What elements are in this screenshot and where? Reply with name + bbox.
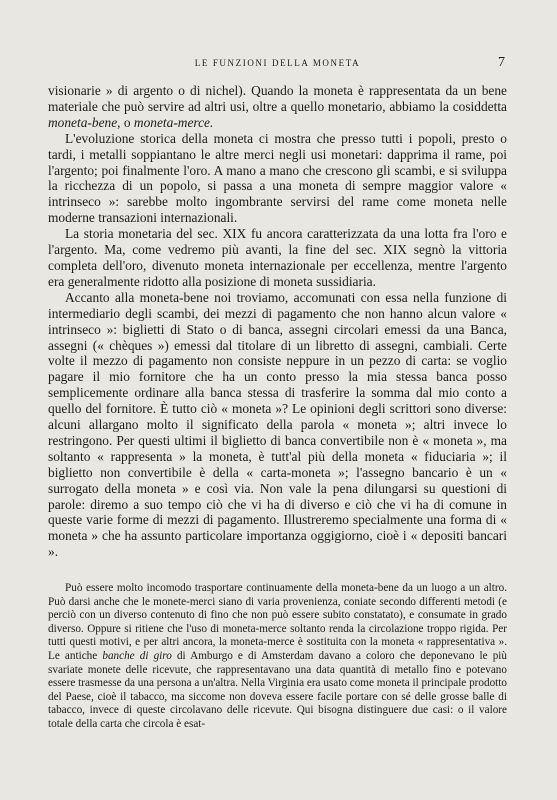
- paragraph-3: La storia monetaria del sec. XIX fu ancora caratterizzata da una lotta fra l'oro e l'argento. Ma, come vedremo più avanti, la fine del sec. XIX segnò la vittoria completa dell'oro, divenuto moneta internazionale per eccellenza, mentre l'argento era generalmente ridotto alla posizione di moneta sussidiaria.: [48, 226, 507, 289]
- running-title: LE FUNZIONI DELLA MONETA: [194, 58, 361, 68]
- footnote-paragraph: [48, 582, 507, 732]
- footnote-text-a: Può essere molto incomodo trasportare continuamente della moneta-bene da un luogo a un altro. Può darsi anche che le monete-merci siano di varia provenienza, coniate secondo differenti metodi (e perciò con un diverso contenuto di fino che non può essere subito constatato), e consumate in grado diverso. Oppure si ritiene che l'uso di moneta-merce soltanto renda la circolazione troppo rigida. Per tutti questi motivi, e per altri ancora, la moneta-merce è sostituita con la moneta « rappresentativa ». Le antiche: [48, 582, 507, 662]
- footnote: [48, 582, 507, 732]
- paragraph-1-connector: o: [120, 114, 134, 130]
- term-moneta-merce: moneta-merce.: [133, 114, 214, 130]
- paragraph-4: Accanto alla moneta-bene noi troviamo, accomunati con essa nella funzione di intermediario degli scambi, dei mezzi di pagamento che non hanno alcun valore « intrinseco »: biglietti di Stato o di banca, assegni circolari emessi da una Banca, assegni (« chèques ») emessi dal titolare di un libretto di assegni, cambiali. Certe volte il mezzo di pagamento non consiste neppure in un pezzo di carta: se voglio pagare il mio fornitore che ha un conto presso la mia stessa banca posso semplicemente ordinare alla banca stessa di trasferire la somma dal mio conto a quello del fornitore. È tutto ciò « moneta »? Le opinioni degli scrittori sono diverse: alcuni allargano molto il significato della parola « moneta »; altri invece lo restringono. Per questi ultimi il biglietto di banca convertibile non è « moneta », ma soltanto « rappresenta » la moneta, è tutt'al più della moneta « fiduciaria »; il biglietto non convertibile è della « carta-moneta »; l'assegno bancario è un « surrogato della moneta » e così via. Non vale la pena dilungarsi su questioni di parole: diremo a suo tempo ciò che vi ha di diverso e ciò che vi ha di comune in queste varie forme di mezzi di pagamento. Illustreremo specialmente una forma di « moneta » che ha assunto particolare importanza oggigiorno, cioè i « depositi bancari ».: [48, 289, 507, 560]
- term-moneta-bene: moneta-bene,: [48, 114, 121, 130]
- footnote-text-b: di Amburgo e di Amsterdam davano a coloro che deponevano le più svariate monete delle ricevute, che rappresentavano una data quantità di metallo fino e potevano essere trasmesse da una persona a un'altra. Nella Virginia era usato come moneta il principale prodotto del Paese, cioè il tabacco, ma siccome non doveva essere facile portare con sé delle grosse balle di tabacco, invece di queste circolavano delle ricevute. Qui bisogna distinguere due casi: o il valore totale della carta che circola è esat-: [48, 649, 508, 730]
- paragraph-1-text: visionarie » di argento o di nichel). Quando la moneta è rappresentata da un bene materiale che può servire ad altri usi, oltre a quello monetario, abbiamo la cosiddetta: [48, 83, 507, 114]
- main-text: [48, 83, 507, 560]
- paragraph-1: [48, 83, 507, 131]
- page-number: 7: [498, 55, 505, 70]
- paragraph-2: L'evoluzione storica della moneta ci mostra che presso tutti i popoli, presto o tardi, i metalli soppiantano le altre merci negli usi monetari: dapprima il rame, poi l'argento; poi finalmente l'oro. A mano a mano che crescono gli scambi, e si sviluppa la ricchezza di un popolo, si passa a una moneta di sempre maggior valore « intrinseco »: sarebbe molto ingombrante servirsi del rame come moneta nelle moderne transazioni internazionali.: [48, 130, 507, 226]
- page-header: [48, 55, 507, 74]
- term-banche-di-giro: banche di giro: [102, 649, 172, 662]
